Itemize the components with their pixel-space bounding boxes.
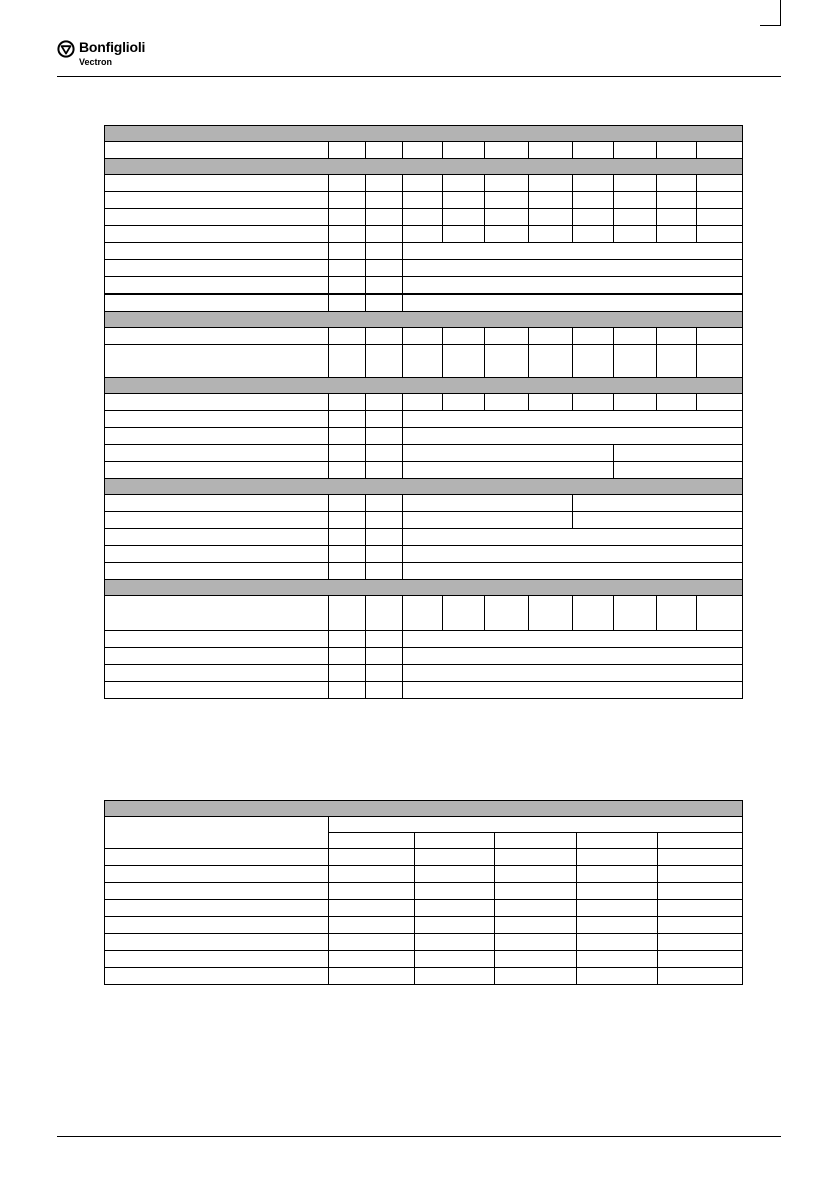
table-row [105, 328, 743, 345]
table-row [105, 192, 743, 209]
logo-brand-text: Bonfiglioli [79, 39, 146, 55]
table-row [105, 682, 743, 699]
table-row [105, 934, 743, 951]
table-row [105, 900, 743, 917]
table-row [105, 648, 743, 665]
table-header-row [105, 817, 743, 833]
section-header-5 [105, 479, 743, 495]
section-header-3 [105, 312, 743, 328]
table-row [105, 294, 743, 312]
section-header-2 [105, 159, 743, 175]
table-row [105, 866, 743, 883]
table-row [105, 445, 743, 462]
table-row [105, 226, 743, 243]
section-header-4 [105, 378, 743, 394]
table-row [105, 631, 743, 648]
table-row [105, 428, 743, 445]
table-row [105, 951, 743, 968]
table-row [105, 411, 743, 428]
table-row [105, 917, 743, 934]
table-row [105, 849, 743, 866]
table-row [105, 596, 743, 631]
table-row [105, 142, 743, 159]
table-row [105, 175, 743, 192]
section-header-secondary [105, 801, 743, 817]
table-row [105, 968, 743, 985]
table-row [105, 495, 743, 512]
main-data-table [104, 125, 743, 699]
crop-mark-top-right-horizontal [760, 25, 780, 26]
table-row [105, 260, 743, 277]
table-row [105, 883, 743, 900]
table-row [105, 209, 743, 226]
crop-mark-top-right-vertical [780, 0, 781, 26]
table-row [105, 345, 743, 378]
table-row [105, 563, 743, 580]
table-row [105, 665, 743, 682]
secondary-data-table [104, 800, 743, 985]
section-header-1 [105, 126, 743, 142]
table-row [105, 277, 743, 295]
company-logo [57, 40, 177, 70]
footer-rule [57, 1136, 781, 1137]
header-rule [57, 76, 781, 77]
table-row [105, 546, 743, 563]
table-row [105, 243, 743, 260]
logo-sub-brand-text: Vectron [79, 57, 113, 67]
table-row [105, 394, 743, 411]
section-header-6 [105, 580, 743, 596]
table-row [105, 462, 743, 479]
table-row [105, 529, 743, 546]
table-row [105, 512, 743, 529]
bonfiglioli-logo-icon [57, 40, 75, 58]
